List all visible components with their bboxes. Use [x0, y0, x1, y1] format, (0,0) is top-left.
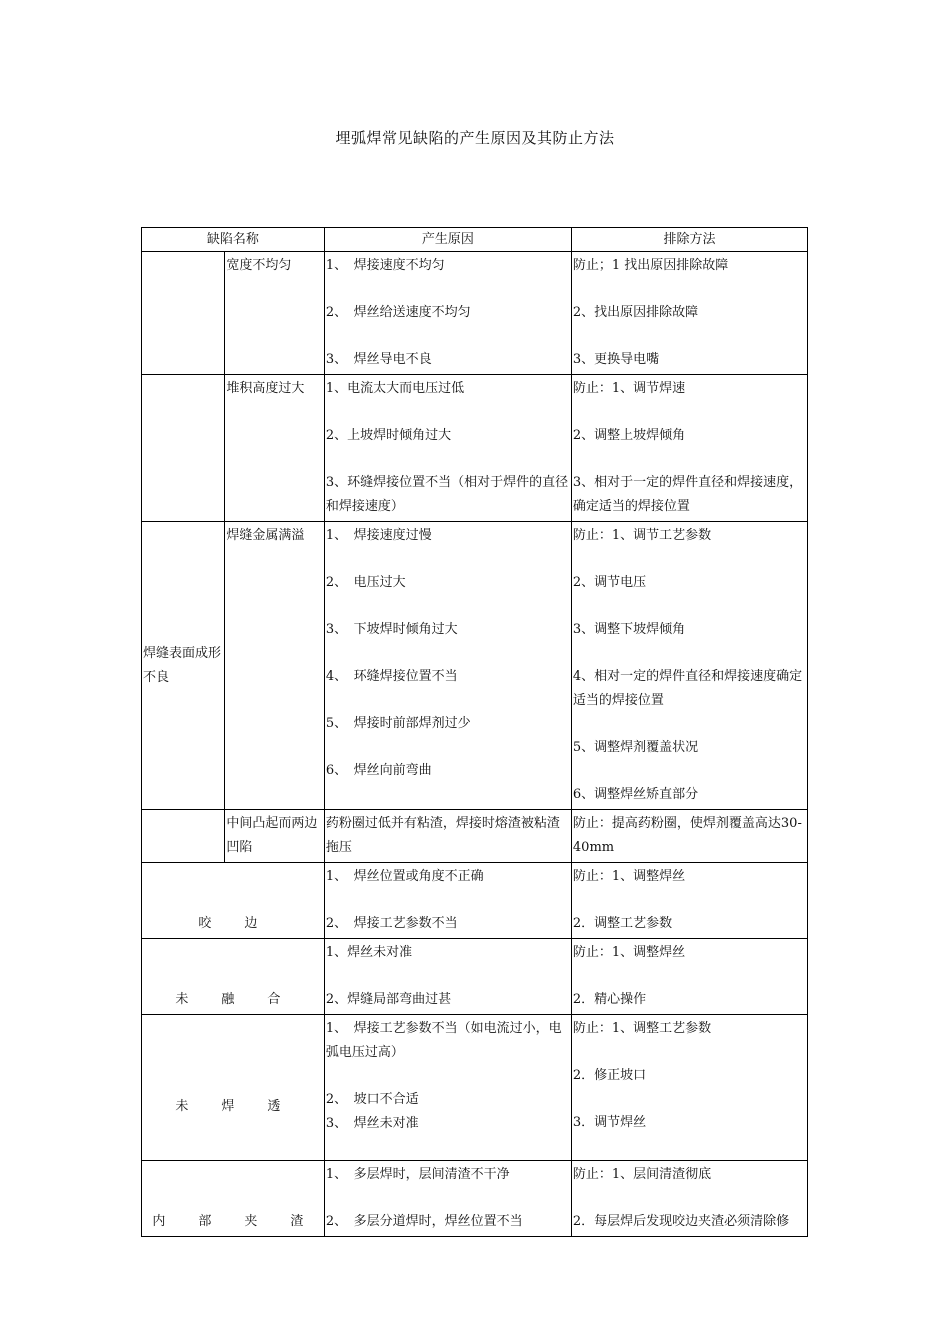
- table-header-row: [142, 228, 808, 252]
- cause-line: 3、环缝焊接位置不当（相对于焊件的直径和焊接速度）: [325, 475, 569, 514]
- cause-line: 2、 多层分道焊时，焊丝位置不当: [325, 1214, 523, 1229]
- cause-line: 1、 焊接工艺参数不当（如电流过小，电弧电压过高）: [325, 1021, 562, 1060]
- table-row: [142, 939, 808, 1015]
- cause-cell: [324, 810, 571, 863]
- header-cause: 产生原因: [324, 228, 571, 252]
- defects-table: [141, 227, 808, 1237]
- cause-cell: [324, 522, 571, 810]
- remedy-cell: [571, 522, 807, 810]
- cause-line: 4、 环缝焊接位置不当: [325, 669, 458, 684]
- remedy-line: 2．精心操作: [572, 992, 647, 1007]
- table-row: [142, 1161, 808, 1237]
- cause-line: 1、 焊接速度不均匀: [325, 258, 445, 273]
- cause-line: 2、焊缝局部弯曲过甚: [325, 992, 452, 1007]
- remedy-line: 6、调整焊丝矫直部分: [572, 787, 699, 802]
- remedy-line: 2．修正坡口: [572, 1068, 647, 1083]
- remedy-line: 2、调节电压: [572, 575, 647, 590]
- header-remedy: 排除方法: [571, 228, 807, 252]
- remedy-cell: [571, 1015, 807, 1161]
- remedy-cell: [571, 375, 807, 522]
- remedy-line: 3．调节焊丝: [572, 1115, 647, 1130]
- cause-line: 1、 焊丝位置或角度不正确: [325, 869, 484, 884]
- subtype-cell: 堆积高度过大: [225, 375, 324, 522]
- cause-line: 6、 焊丝向前弯曲: [325, 763, 432, 778]
- cause-cell: [324, 863, 571, 939]
- remedy-cell: [571, 863, 807, 939]
- cause-line: 1、 焊接速度过慢: [325, 528, 432, 543]
- category-cell-empty: [142, 375, 225, 522]
- table-row: [142, 252, 808, 375]
- remedy-line: 防止；1 找出原因排除故障: [572, 258, 729, 273]
- table-row: [142, 1015, 808, 1161]
- cause-line: 1、电流太大而电压过低: [325, 381, 465, 396]
- remedy-line: 3、更换导电嘴: [572, 352, 660, 367]
- cause-line: 2、上坡焊时倾角过大: [325, 428, 452, 443]
- remedy-line: 防止：1、调节工艺参数: [572, 528, 712, 543]
- defect-name-cell: 内 部 夹 渣: [142, 1161, 325, 1237]
- defect-name-cell: 咬 边: [142, 863, 325, 939]
- cause-cell: [324, 252, 571, 375]
- category-cell-empty: [142, 252, 225, 375]
- cause-line: 2、 焊丝给送速度不均匀: [325, 305, 471, 320]
- remedy-line: 防止：1、调节焊速: [572, 381, 686, 396]
- cause-line: 3、 焊丝导电不良: [325, 352, 432, 367]
- table-row: [142, 810, 808, 863]
- remedy-line: 2．每层焊后发现咬边夹渣必须清除修: [572, 1214, 790, 1229]
- remedy-line: 4、相对一定的焊件直径和焊接速度确定适当的焊接位置: [572, 669, 803, 708]
- remedy-line: 防止：提高药粉圈，使焊剂覆盖高达30-40mm: [572, 816, 802, 855]
- cause-cell: [324, 1161, 571, 1237]
- remedy-cell: [571, 810, 807, 863]
- subtype-cell: 中间凸起而两边凹陷: [225, 810, 324, 863]
- cause-line: 2、 电压过大: [325, 575, 406, 590]
- remedy-line: 防止：1、调整工艺参数: [572, 1021, 712, 1036]
- remedy-line: 3、调整下坡焊倾角: [572, 622, 686, 637]
- document-title: 埋弧焊常见缺陷的产生原因及其防止方法: [335, 129, 615, 147]
- cause-cell: [324, 375, 571, 522]
- cause-line: 3、 焊丝未对准: [325, 1116, 419, 1131]
- remedy-line: 防止：1、调整焊丝: [572, 869, 686, 884]
- defect-name-cell: 未 焊 透: [142, 1015, 325, 1161]
- table-row: [142, 863, 808, 939]
- remedy-line: 2、找出原因排除故障: [572, 305, 699, 320]
- cause-line: 2、 焊接工艺参数不当: [325, 916, 458, 931]
- remedy-line: 5、调整焊剂覆盖状况: [572, 740, 699, 755]
- cause-line: 药粉圈过低并有粘渣，焊接时熔渣被粘渣拖压: [325, 816, 560, 855]
- header-defect-name: 缺陷名称: [142, 228, 325, 252]
- cause-cell: [324, 1015, 571, 1161]
- cause-line: 2、 坡口不合适: [325, 1092, 419, 1107]
- remedy-cell: [571, 939, 807, 1015]
- cause-line: 1、 多层焊时，层间清渣不干净: [325, 1167, 510, 1182]
- category-cell-empty: [142, 810, 225, 863]
- remedy-line: 3、相对于一定的焊件直径和焊接速度，确定适当的焊接位置: [572, 475, 803, 514]
- table-row: [142, 522, 808, 810]
- subtype-cell: 焊缝金属满溢: [225, 522, 324, 810]
- table-row: [142, 375, 808, 522]
- remedy-line: 防止：1、层间清渣彻底: [572, 1167, 712, 1182]
- cause-line: 5、 焊接时前部焊剂过少: [325, 716, 471, 731]
- category-cell: 焊缝表面成形不良: [142, 522, 225, 810]
- cause-line: 3、 下坡焊时倾角过大: [325, 622, 458, 637]
- cause-line: 1、焊丝未对准: [325, 945, 413, 960]
- remedy-cell: [571, 1161, 807, 1237]
- remedy-cell: [571, 252, 807, 375]
- defect-name-cell: 未 融 合: [142, 939, 325, 1015]
- subtype-cell: 宽度不均匀: [225, 252, 324, 375]
- cause-cell: [324, 939, 571, 1015]
- remedy-line: 2、调整上坡焊倾角: [572, 428, 686, 443]
- remedy-line: 防止：1、调整焊丝: [572, 945, 686, 960]
- remedy-line: 2．调整工艺参数: [572, 916, 673, 931]
